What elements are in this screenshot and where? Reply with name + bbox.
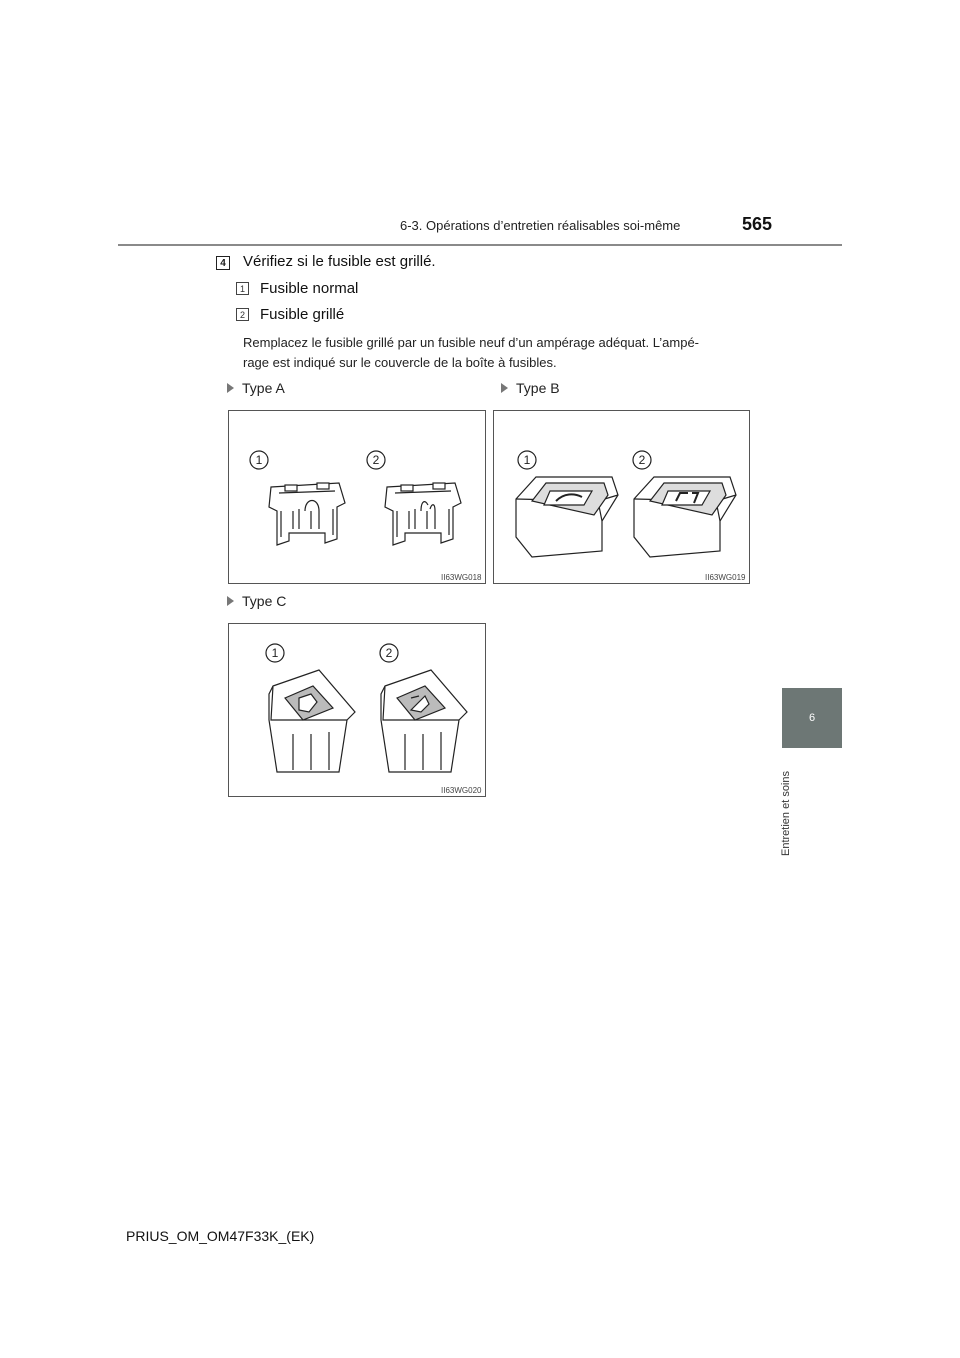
callout-2: 2 xyxy=(372,453,380,467)
type-label-text: Type A xyxy=(242,380,285,396)
document-id: PRIUS_OM_OM47F33K_(EK) xyxy=(126,1228,315,1244)
figure-code: II63WG020 xyxy=(441,786,482,795)
type-label-text: Type B xyxy=(516,380,560,396)
callout-1: 1 xyxy=(271,646,279,660)
chapter-label xyxy=(780,756,808,856)
item-number: 1 xyxy=(239,283,245,294)
callout-1: 1 xyxy=(255,453,263,467)
chapter-number: 6 xyxy=(808,712,816,724)
figure-code: II63WG018 xyxy=(441,573,482,582)
item-number: 2 xyxy=(239,309,245,320)
fuse-blown-icon xyxy=(634,477,736,557)
chapter-label-text: Entretien et soins xyxy=(780,771,792,856)
callout-1: 1 xyxy=(523,453,531,467)
type-a-label xyxy=(227,380,285,396)
item-number-badge xyxy=(236,308,249,321)
replacement-note xyxy=(243,333,743,373)
type-label-text: Type C xyxy=(242,593,287,609)
fuse-blown-icon xyxy=(381,670,467,772)
item-number-badge xyxy=(236,282,249,295)
triangle-bullet-icon xyxy=(227,383,234,393)
type-b-label xyxy=(501,380,560,396)
step-number: 4 xyxy=(220,257,226,269)
fuse-blown-icon xyxy=(385,483,461,545)
note-line: Remplacez le fusible grillé par un fusible neuf d’un ampérage adéquat. L’ampé- xyxy=(243,335,700,350)
callout-2: 2 xyxy=(385,646,393,660)
item-label: Fusible grillé xyxy=(260,306,345,323)
step-instruction: Vérifiez si le fusible est grillé. xyxy=(243,253,436,270)
triangle-bullet-icon xyxy=(227,596,234,606)
figure-type-b xyxy=(493,410,750,584)
header-divider xyxy=(118,244,842,246)
fuse-type-a-illustration xyxy=(229,411,487,585)
item-label: Fusible normal xyxy=(260,280,359,297)
section-title: 6-3. Opérations d’entretien réalisables soi-même xyxy=(400,218,681,233)
fuse-type-c-illustration xyxy=(229,624,487,798)
page-number: 565 xyxy=(742,214,773,234)
fuse-normal-icon xyxy=(269,670,355,772)
note-line: rage est indiqué sur le couvercle de la boîte à fusibles. xyxy=(243,355,557,370)
figure-type-a xyxy=(228,410,486,584)
fuse-normal-icon xyxy=(269,483,345,545)
step-number-badge xyxy=(216,256,230,270)
fuse-type-b-illustration xyxy=(494,411,751,585)
type-c-label xyxy=(227,593,286,609)
triangle-bullet-icon xyxy=(501,383,508,393)
figure-code: II63WG019 xyxy=(705,573,746,582)
callout-2: 2 xyxy=(638,453,646,467)
figure-type-c xyxy=(228,623,486,797)
fuse-normal-icon xyxy=(516,477,618,557)
chapter-tab xyxy=(782,688,842,748)
